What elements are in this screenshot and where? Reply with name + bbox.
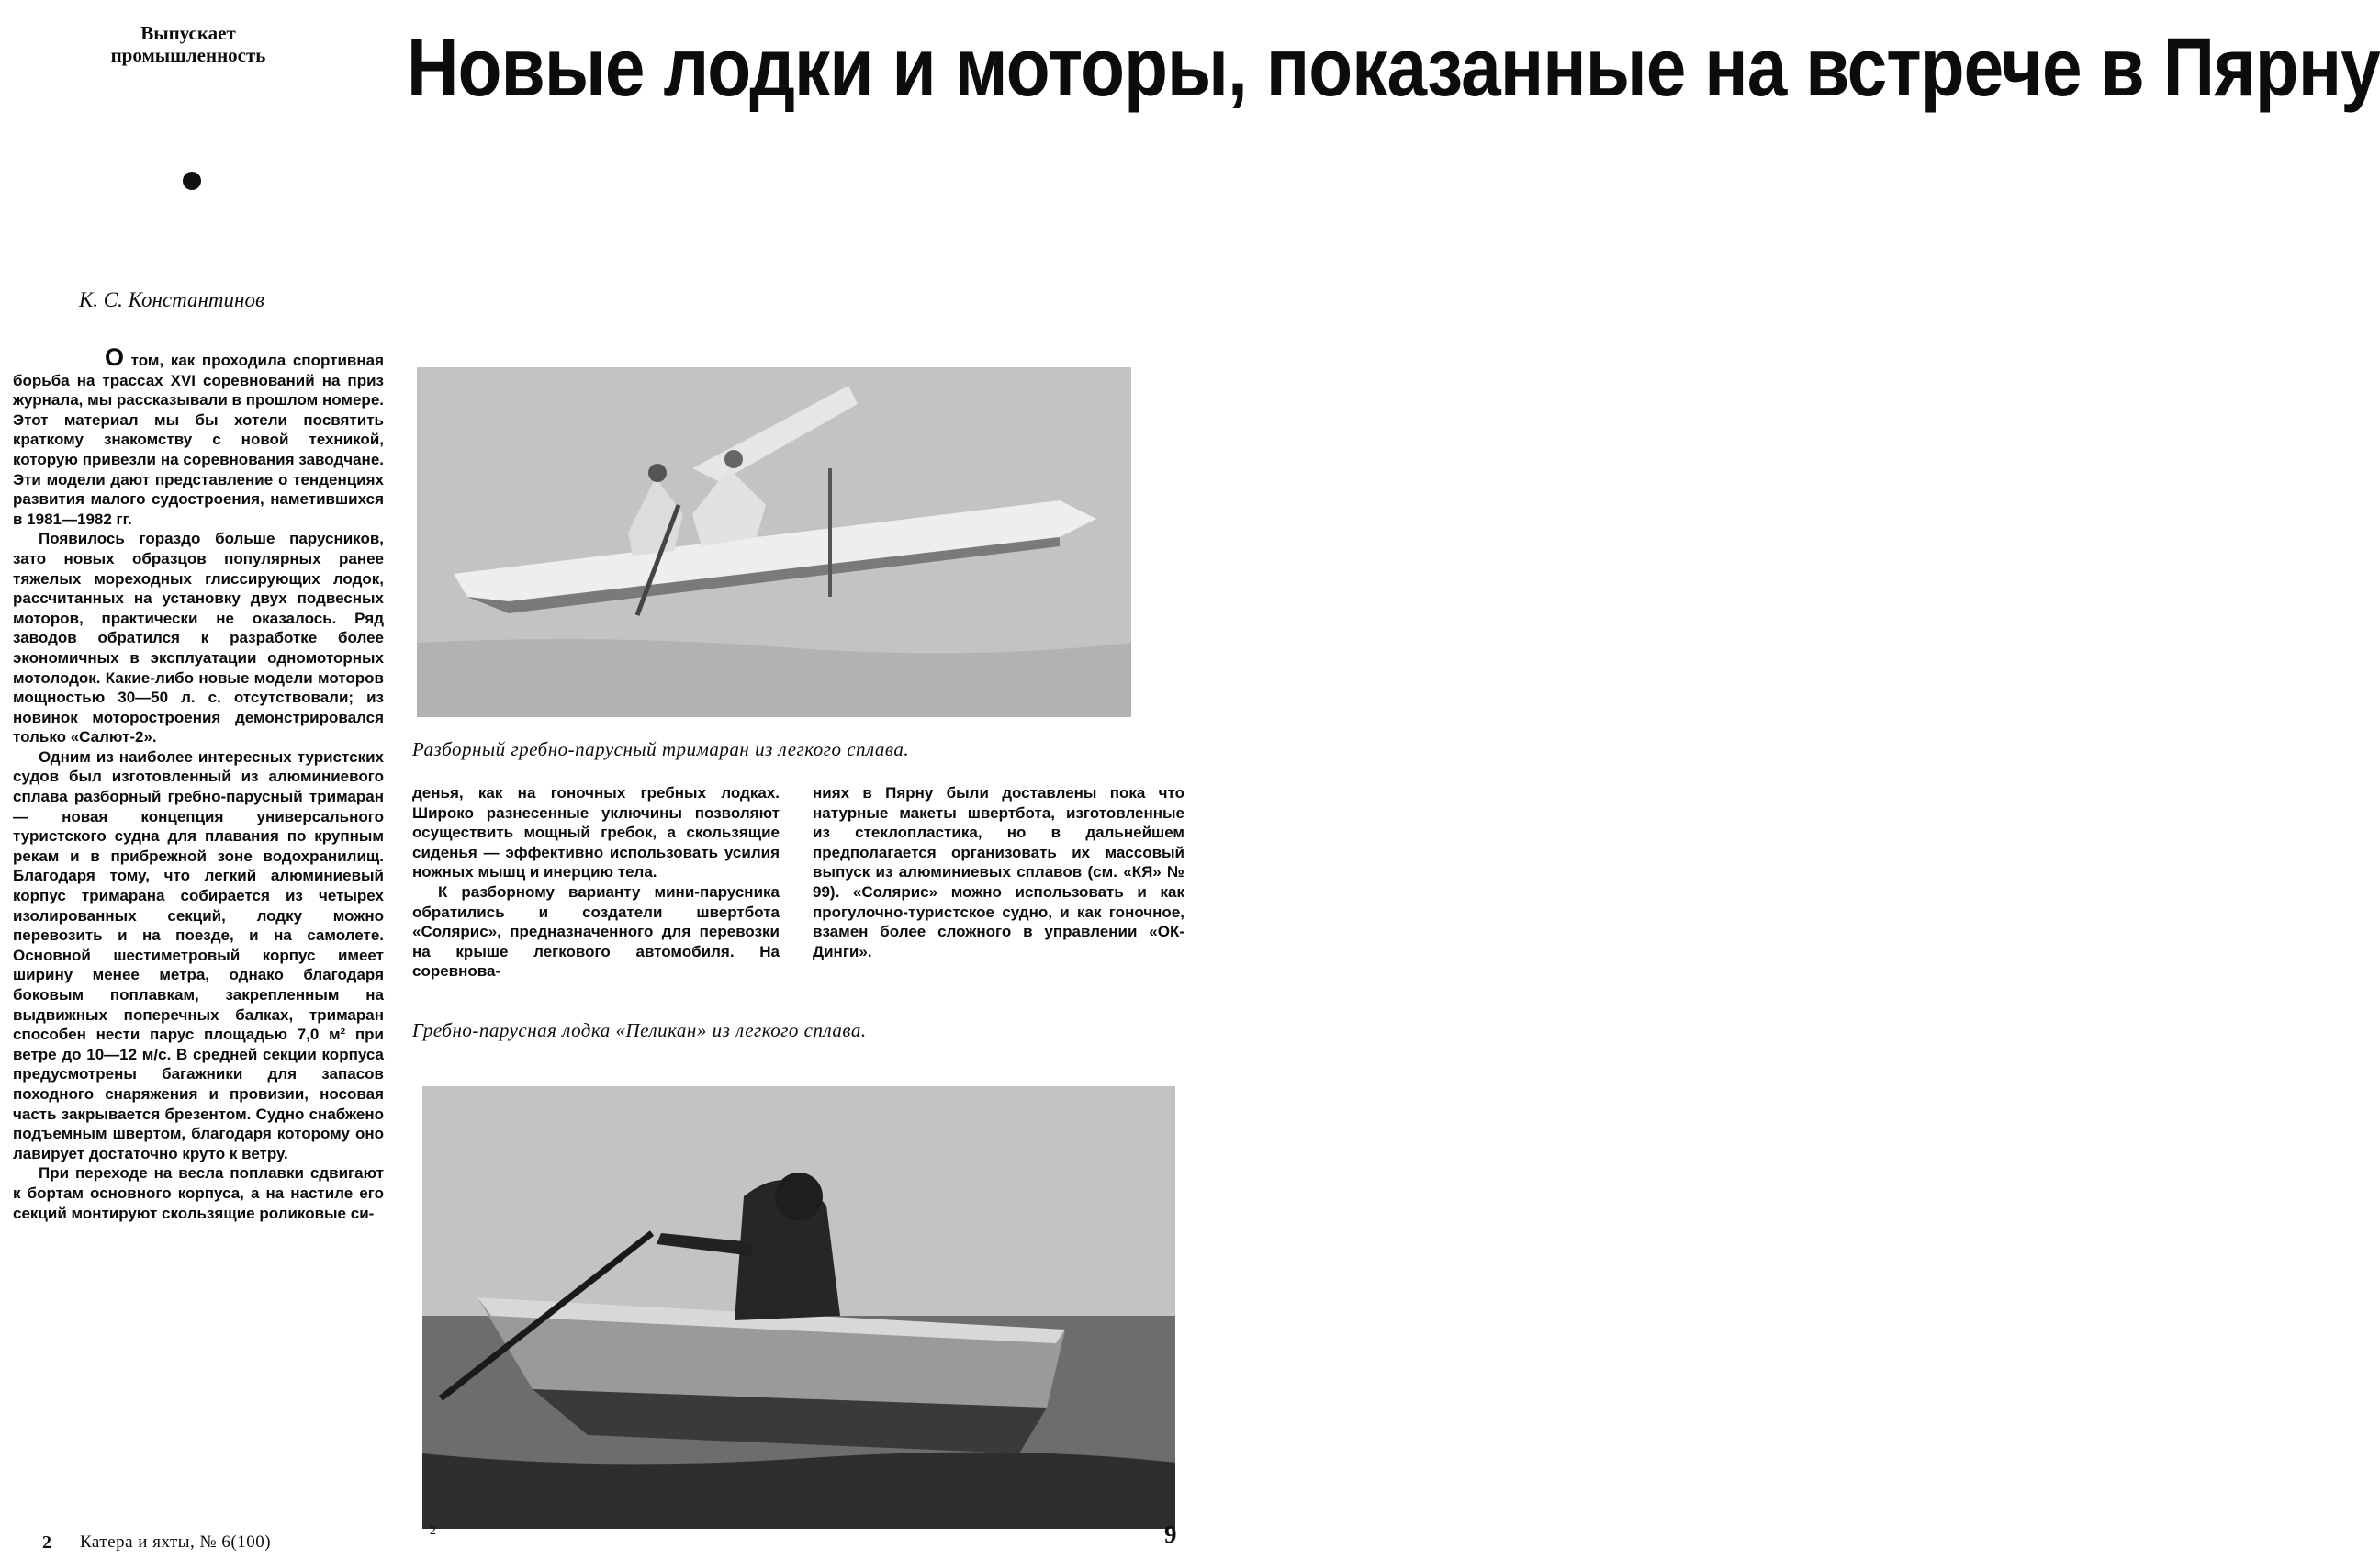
paragraph: Появилось гораздо больше парусников, зато новых образцов популярных ранее тяжелых мореходных глиссирующих лодок, рассчитанных на установку двух подвесных моторов, практически не оказалось. Ряд заводов обратился к разработке более экономичных в эксплуатации одномоторных мотолодок. Какие-либо новые модели моторов мощностью 30—50 л. с. отсутствовали; из новинок моторостроения демонстрировался только «Салют-2». [13, 530, 384, 746]
author-name: К. С. Константинов [79, 288, 264, 311]
bullet-ornament [183, 172, 201, 190]
text-column-2 [412, 783, 780, 982]
paragraph: Одним из наиболее интересных туристских судов был изготовленный из алюминиевого сплава разборный гребно-парусный тримаран — новая концепция универсального туристского судна для плавания по крупным рекам и в прибрежной зоне водохранилищ. Благодаря тому, что легкий алюминиевый корпус тримарана собирается из четырех изолированных секций, лодку можно перевозить и на поезде, и на самолете. Основной шестиметровый корпус имеет ширину менее метра, однако благодаря боковым поплавкам, закрепленным на выдвижных поперечных балках, тримаран способен нести парус площадью 7,0 м² при ветре до 10—12 м/с. В средней секции корпуса предусмотрены багажники для запасов походного снаряжения и провизии, носовая часть закрывается брезентом. Судно снабжено подъемным швертом, благодаря которому оно лавирует достаточно круто к ветру. [13, 747, 384, 1162]
plate-mark: 2 [430, 1524, 436, 1538]
page-number-left: 2 [42, 1532, 51, 1553]
paragraph: К разборному варианту мини-парусника обратились и создатели швертбота «Солярис», предназначенного для перевозки на крыше легкового автомобиля. На соревнова- [412, 882, 780, 981]
paragraph: денья, как на гоночных гребных лодках. Широко разнесенные уключины позволяют осуществить мощный гребок, а скользящие сиденья — эффективно использовать усилия ножных мышц и инерцию тела. [412, 784, 780, 881]
drop-cap: О [105, 343, 125, 371]
magazine-issue: Катера и яхты, № 6(100) [80, 1532, 272, 1552]
page-number-right: 9 [1164, 1521, 1177, 1548]
caption-trimaran: Разборный гребно-парусный тримаран из легкого сплава. [412, 738, 910, 760]
caption-pelican: Гребно-парусная лодка «Пеликан» из легкого сплава. [412, 1019, 867, 1041]
text-column-3 [813, 783, 1184, 961]
article-title [407, 17, 2380, 119]
trimaran-photo [417, 367, 1131, 717]
paragraph-intro-text: том, как проходила спортивная борьба на трассах XVI соревнований на приз журнала, мы рассказывали в прошлом номере. Этот материал мы бы хотели посвятить краткому знакомству с новой техникой, которую привезли на соревнования заводчане. Эти модели дают представление о тенденциях развития малого судостроения, наметившихся в 1981—1982 гг. [13, 352, 384, 528]
article-title-text: Новые лодки и моторы, показанные на встрече в Пярну [407, 22, 2380, 114]
text-column-1 [13, 343, 384, 1223]
paragraph: При переходе на весла поплавки сдвигают к бортам основного корпуса, а на настиле его секций монтируют скользящие роликовые си- [13, 1164, 384, 1222]
paragraph-intro [13, 343, 384, 529]
rubric-label: Выпускает промышленность [110, 22, 266, 66]
paragraph: ниях в Пярну были доставлены пока что натурные макеты швертбота, изготовленные из стеклопластика, но в дальнейшем предполагается организовать их массовый выпуск из алюминиевых сплавов (см. «КЯ» № 99). «Солярис» можно использовать и как прогулочно-туристское судно, и как гоночное, взамен более сложного в управлении «ОК-Динги». [813, 784, 1184, 960]
pelican-boat-photo [422, 1086, 1175, 1529]
